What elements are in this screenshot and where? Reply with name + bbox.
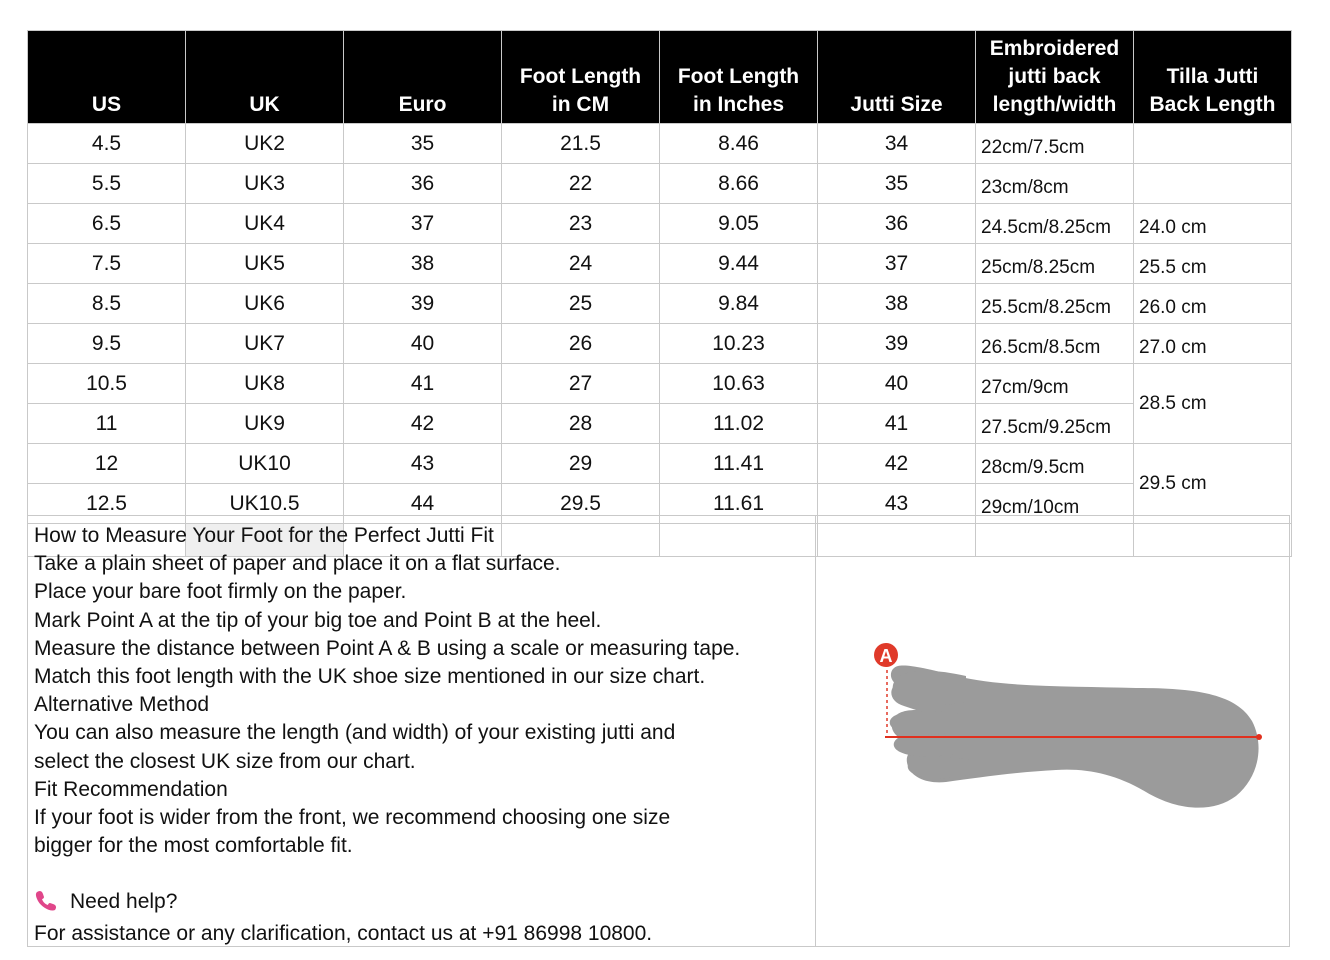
- cell-jutti: 43: [818, 484, 976, 524]
- column-header-line: Embroidered: [989, 37, 1120, 60]
- cell-uk: UK6: [186, 284, 344, 324]
- column-header: [344, 31, 502, 124]
- cell-cm: 29.5: [502, 484, 660, 524]
- column-header-line: Jutti Size: [850, 93, 943, 116]
- cell-cm: 28: [502, 404, 660, 444]
- column-header-line: US: [91, 93, 122, 116]
- column-header-line: Tilla Jutti: [1166, 65, 1259, 88]
- column-header-line: in CM: [551, 93, 610, 116]
- cell-tilla: 26.0 cm: [1134, 284, 1292, 324]
- cell-uk: UK10: [186, 444, 344, 484]
- cell-tilla: 27.0 cm: [1134, 324, 1292, 364]
- cell-euro: 35: [344, 124, 502, 164]
- table-row: [28, 404, 1292, 444]
- cell-us: 8.5: [28, 284, 186, 324]
- cell-inch: 10.23: [660, 324, 818, 364]
- instruction-step: Measure the distance between Point A & B using a scale or measuring tape.: [34, 636, 741, 660]
- cell-embroidered: 24.5cm/8.25cm: [976, 204, 1134, 244]
- column-header: [186, 31, 344, 124]
- cell-tilla: [1134, 164, 1292, 204]
- cell-uk: UK4: [186, 204, 344, 244]
- table-row: [28, 364, 1292, 404]
- cell-uk: UK3: [186, 164, 344, 204]
- heel-point-marker: [1256, 734, 1262, 740]
- cell-us: 6.5: [28, 204, 186, 244]
- header-row: [28, 31, 1292, 124]
- cell-inch: 10.63: [660, 364, 818, 404]
- cell-euro: 40: [344, 324, 502, 364]
- cell-tilla: 25.5 cm: [1134, 244, 1292, 284]
- cell-us: 12.5: [28, 484, 186, 524]
- column-header: [1134, 31, 1292, 124]
- need-help-line: [34, 888, 815, 919]
- cell-jutti: 38: [818, 284, 976, 324]
- cell-embroidered: 23cm/8cm: [976, 164, 1134, 204]
- instruction-step: Take a plain sheet of paper and place it on a flat surface.: [34, 552, 561, 576]
- cell-uk: UK5: [186, 244, 344, 284]
- instruction-step: Mark Point A at the tip of your big toe and Point B at the heel.: [34, 608, 602, 632]
- cell-inch: 11.02: [660, 404, 818, 444]
- table-row: [28, 284, 1292, 324]
- table-row: [28, 324, 1292, 364]
- table-row: [28, 444, 1292, 484]
- cell-cm: 29: [502, 444, 660, 484]
- cell-euro: 41: [344, 364, 502, 404]
- cell-jutti: 42: [818, 444, 976, 484]
- cell-jutti: 37: [818, 244, 976, 284]
- size-chart-table: [27, 30, 1292, 557]
- column-header-line: Foot Length: [519, 65, 642, 88]
- cell-cm: 22: [502, 164, 660, 204]
- cell-us: 7.5: [28, 244, 186, 284]
- cell-tilla: 29.5 cm: [1134, 444, 1292, 524]
- cell-jutti: 40: [818, 364, 976, 404]
- cell-us: 5.5: [28, 164, 186, 204]
- cell-uk: UK9: [186, 404, 344, 444]
- fit-recommendation-text: If your foot is wider from the front, we recommend choosing one size: [34, 806, 671, 830]
- cell-embroidered: 29cm/10cm: [976, 484, 1134, 524]
- cell-us: 4.5: [28, 124, 186, 164]
- column-header: [818, 31, 976, 124]
- cell-jutti: 41: [818, 404, 976, 444]
- table-row: [28, 204, 1292, 244]
- cell-euro: 44: [344, 484, 502, 524]
- cell-euro: 42: [344, 404, 502, 444]
- cell-cm: 26: [502, 324, 660, 364]
- need-help-label: Need help?: [70, 890, 178, 914]
- cell-embroidered: 26.5cm/8.5cm: [976, 324, 1134, 364]
- cell-embroidered: 28cm/9.5cm: [976, 444, 1134, 484]
- column-header-line: Euro: [398, 93, 447, 116]
- column-header: [976, 31, 1134, 124]
- cell-uk: UK2: [186, 124, 344, 164]
- cell-inch: 8.66: [660, 164, 818, 204]
- cell-inch: 8.46: [660, 124, 818, 164]
- cell-us: 10.5: [28, 364, 186, 404]
- cell-us: 12: [28, 444, 186, 484]
- column-header-line: Foot Length: [677, 65, 800, 88]
- cell-embroidered: 25cm/8.25cm: [976, 244, 1134, 284]
- cell-inch: 11.61: [660, 484, 818, 524]
- column-header: [502, 31, 660, 124]
- cell-tilla: 28.5 cm: [1134, 364, 1292, 444]
- cell-embroidered: 22cm/7.5cm: [976, 124, 1134, 164]
- cell-embroidered: 27cm/9cm: [976, 364, 1134, 404]
- cell-cm: 25: [502, 284, 660, 324]
- instructions-title: How to Measure Your Foot for the Perfect Jutti Fit: [34, 524, 494, 547]
- cell-embroidered: 25.5cm/8.25cm: [976, 284, 1134, 324]
- cell-uk: UK7: [186, 324, 344, 364]
- cell-jutti: 35: [818, 164, 976, 204]
- alternative-method-text: select the closest UK size from our chart.: [34, 749, 416, 773]
- table-row: [28, 244, 1292, 284]
- column-header-line: in Inches: [692, 93, 785, 116]
- table-row: [28, 124, 1292, 164]
- cell-cm: 23: [502, 204, 660, 244]
- table-row: [28, 164, 1292, 204]
- cell-inch: 11.41: [660, 444, 818, 484]
- cell-euro: 43: [344, 444, 502, 484]
- alternative-method-title: Alternative Method: [34, 693, 210, 717]
- cell-jutti: 34: [818, 124, 976, 164]
- cell-embroidered: 27.5cm/9.25cm: [976, 404, 1134, 444]
- cell-cm: 24: [502, 244, 660, 284]
- cell-euro: 37: [344, 204, 502, 244]
- cell-euro: 39: [344, 284, 502, 324]
- foot-measurement-figure: [816, 515, 1290, 947]
- measuring-instructions: [27, 515, 816, 947]
- column-header: [28, 31, 186, 124]
- fit-recommendation-text: bigger for the most comfortable fit.: [34, 834, 353, 858]
- cell-us: 9.5: [28, 324, 186, 364]
- spacer: [34, 860, 815, 888]
- cell-jutti: 39: [818, 324, 976, 364]
- cell-cm: 21.5: [502, 124, 660, 164]
- instruction-step: Match this foot length with the UK shoe size mentioned in our size chart.: [34, 665, 706, 689]
- fit-recommendation-title: Fit Recommendation: [34, 777, 228, 801]
- column-header-line: jutti back: [1008, 65, 1101, 88]
- cell-us: 11: [28, 404, 186, 444]
- cell-euro: 38: [344, 244, 502, 284]
- column-header-line: UK: [249, 93, 280, 116]
- cell-inch: 9.84: [660, 284, 818, 324]
- cell-inch: 9.44: [660, 244, 818, 284]
- phone-icon: [34, 889, 60, 919]
- cell-tilla: [1134, 124, 1292, 164]
- cell-euro: 36: [344, 164, 502, 204]
- cell-uk: UK10.5: [186, 484, 344, 524]
- cell-uk: UK8: [186, 364, 344, 404]
- column-header-line: length/width: [992, 93, 1117, 116]
- cell-tilla: 24.0 cm: [1134, 204, 1292, 244]
- instruction-step: Place your bare foot firmly on the paper.: [34, 580, 407, 604]
- column-header-line: Back Length: [1149, 93, 1276, 116]
- cell-inch: 9.05: [660, 204, 818, 244]
- cell-cm: 27: [502, 364, 660, 404]
- foot-diagram: [816, 516, 1290, 948]
- column-header: [660, 31, 818, 124]
- alternative-method-text: You can also measure the length (and width) of your existing jutti and: [34, 721, 676, 745]
- cell-jutti: 36: [818, 204, 976, 244]
- contact-text: For assistance or any clarification, contact us at +91 86998 10800.: [34, 921, 653, 945]
- point-a-label: A: [879, 646, 893, 666]
